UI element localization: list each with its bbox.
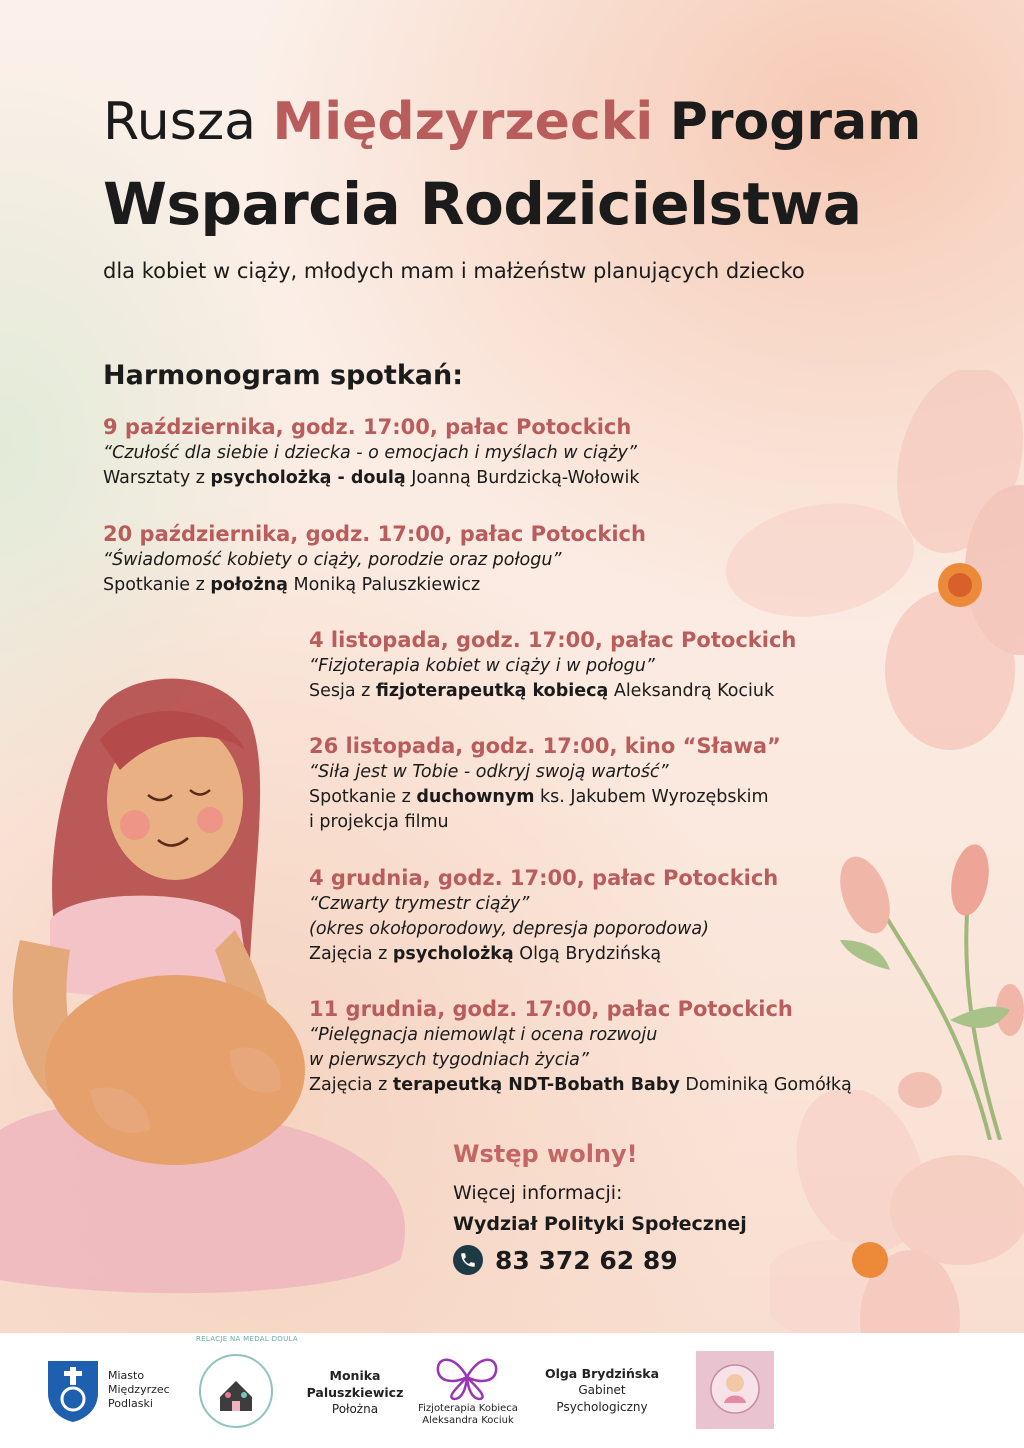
event-item [309, 626, 929, 704]
more-info-label: Więcej informacji: [453, 1182, 623, 1204]
phone-contact [453, 1245, 678, 1275]
page-subtitle: dla kobiet w ciąży, młodych mam i małżeństw planujących dziecko [103, 259, 805, 283]
city-logo-line: Podlaski [108, 1397, 153, 1410]
city-logo-line: Miasto [108, 1369, 145, 1382]
event-desc-prefix: Zajęcia z [309, 944, 393, 964]
psychologist-line: Psychologiczny [556, 1400, 648, 1414]
event-title: “Czułość dla siebie i dziecka - o emocjach i myślach w ciąży” [103, 443, 637, 463]
page-title-line2: Wsparcia Rodzicielstwa [103, 170, 862, 238]
event-item [309, 732, 929, 835]
city-logo-text [108, 1369, 170, 1411]
event-title: “Fizjoterapia kobiet w ciąży i w połogu” [309, 656, 655, 676]
event-title: “Pielęgnacja niemowląt i ocena rozwoju [309, 1025, 658, 1045]
event-date: 11 grudnia, godz. 17:00, pałac Potockich [309, 997, 793, 1021]
event-title: “Siła jest w Tobie - odkryj swoją wartość” [309, 762, 669, 782]
department-name: Wydział Polityki Społecznej [453, 1213, 747, 1235]
baby-logo-icon [696, 1351, 774, 1429]
doula-logo-text: RELACJE NA MEDAL DOULA [196, 1335, 298, 1343]
event-desc-role: psycholożką - doulą [210, 468, 406, 488]
event-desc-person: Joanną Burdzicką-Wołowik [405, 468, 640, 488]
event-desc-prefix: Spotkanie z [103, 575, 211, 595]
event-description [309, 785, 929, 810]
psychologist-name: Olga Brydzińska [544, 1366, 660, 1381]
event-item [103, 413, 723, 491]
event-title-line2: w pierwszych tygodniach życia” [309, 1050, 589, 1070]
psychologist-logo-text [540, 1365, 664, 1416]
physio-logo-text [410, 1403, 526, 1427]
event-description [309, 1073, 929, 1098]
event-desc-person: Moniką Paluszkiewicz [287, 575, 481, 595]
event-desc-prefix: Sesja z [309, 681, 376, 701]
event-desc-prefix: Warsztaty z [103, 468, 211, 488]
city-logo-line: Międzyrzec [108, 1383, 170, 1396]
event-desc-person: Olgą Brydzińską [513, 944, 662, 964]
event-desc-role: psycholożką [392, 944, 514, 964]
event-desc-prefix: Zajęcia z [309, 1075, 393, 1095]
event-date: 4 listopada, godz. 17:00, pałac Potockich [309, 628, 797, 652]
midwife-role: Położna [331, 1402, 379, 1416]
event-description [103, 573, 723, 598]
event-title-line2: (okres okołoporodowy, depresja poporodowa) [309, 919, 709, 939]
event-desc-person: Aleksandrą Kociuk [608, 681, 775, 701]
event-desc-role: fizjoterapeutką kobiecą [375, 681, 609, 701]
event-title: “Czwarty trymestr ciąży” [309, 894, 530, 914]
physio-logo-line: Aleksandra Kociuk [422, 1415, 514, 1426]
schedule-heading: Harmonogram spotkań: [103, 360, 464, 391]
psychologist-line: Gabinet [578, 1383, 626, 1397]
event-desc-role: położną [210, 575, 288, 595]
physio-logo-line: Fizjoterapia Kobieca [418, 1403, 518, 1414]
event-item [309, 995, 929, 1098]
event-date: 26 listopada, godz. 17:00, kino “Sława” [309, 734, 781, 758]
event-description [309, 942, 929, 967]
event-desc-prefix: Spotkanie z [309, 787, 417, 807]
phone-number[interactable]: 83 372 62 89 [495, 1245, 678, 1275]
event-description [309, 679, 929, 704]
page-title-line1 [103, 90, 921, 154]
title-accent: Międzyrzecki [272, 92, 654, 152]
event-description [103, 466, 723, 491]
event-date: 9 października, godz. 17:00, pałac Potockich [103, 415, 632, 439]
phone-icon [453, 1245, 483, 1275]
partners-footer [0, 1333, 1024, 1448]
title-suffix: Program [669, 92, 922, 152]
midwife-name-line: Paluszkiewicz [306, 1385, 404, 1400]
city-coat-of-arms-icon [46, 1359, 100, 1423]
doula-logo-icon [198, 1353, 274, 1429]
event-item [309, 864, 929, 967]
event-desc-role: duchownym [416, 787, 535, 807]
event-date: 20 października, godz. 17:00, pałac Potockich [103, 522, 646, 546]
title-prefix: Rusza [103, 92, 257, 152]
free-entry-label: Wstęp wolny! [453, 1140, 638, 1168]
event-date: 4 grudnia, godz. 17:00, pałac Potockich [309, 866, 779, 890]
event-description-line2: i projekcja filmu [309, 812, 449, 832]
event-desc-person: Dominiką Gomółką [679, 1075, 852, 1095]
event-desc-role: terapeutką NDT-Bobath Baby [392, 1075, 680, 1095]
event-item [103, 520, 723, 598]
event-desc-person: ks. Jakubem Wyrozębskim [534, 787, 769, 807]
midwife-name-line: Monika [329, 1368, 381, 1383]
midwife-logo-text [300, 1367, 410, 1418]
event-title: “Świadomość kobiety o ciąży, porodzie oraz połogu” [103, 550, 562, 570]
butterfly-logo-icon [434, 1353, 500, 1401]
